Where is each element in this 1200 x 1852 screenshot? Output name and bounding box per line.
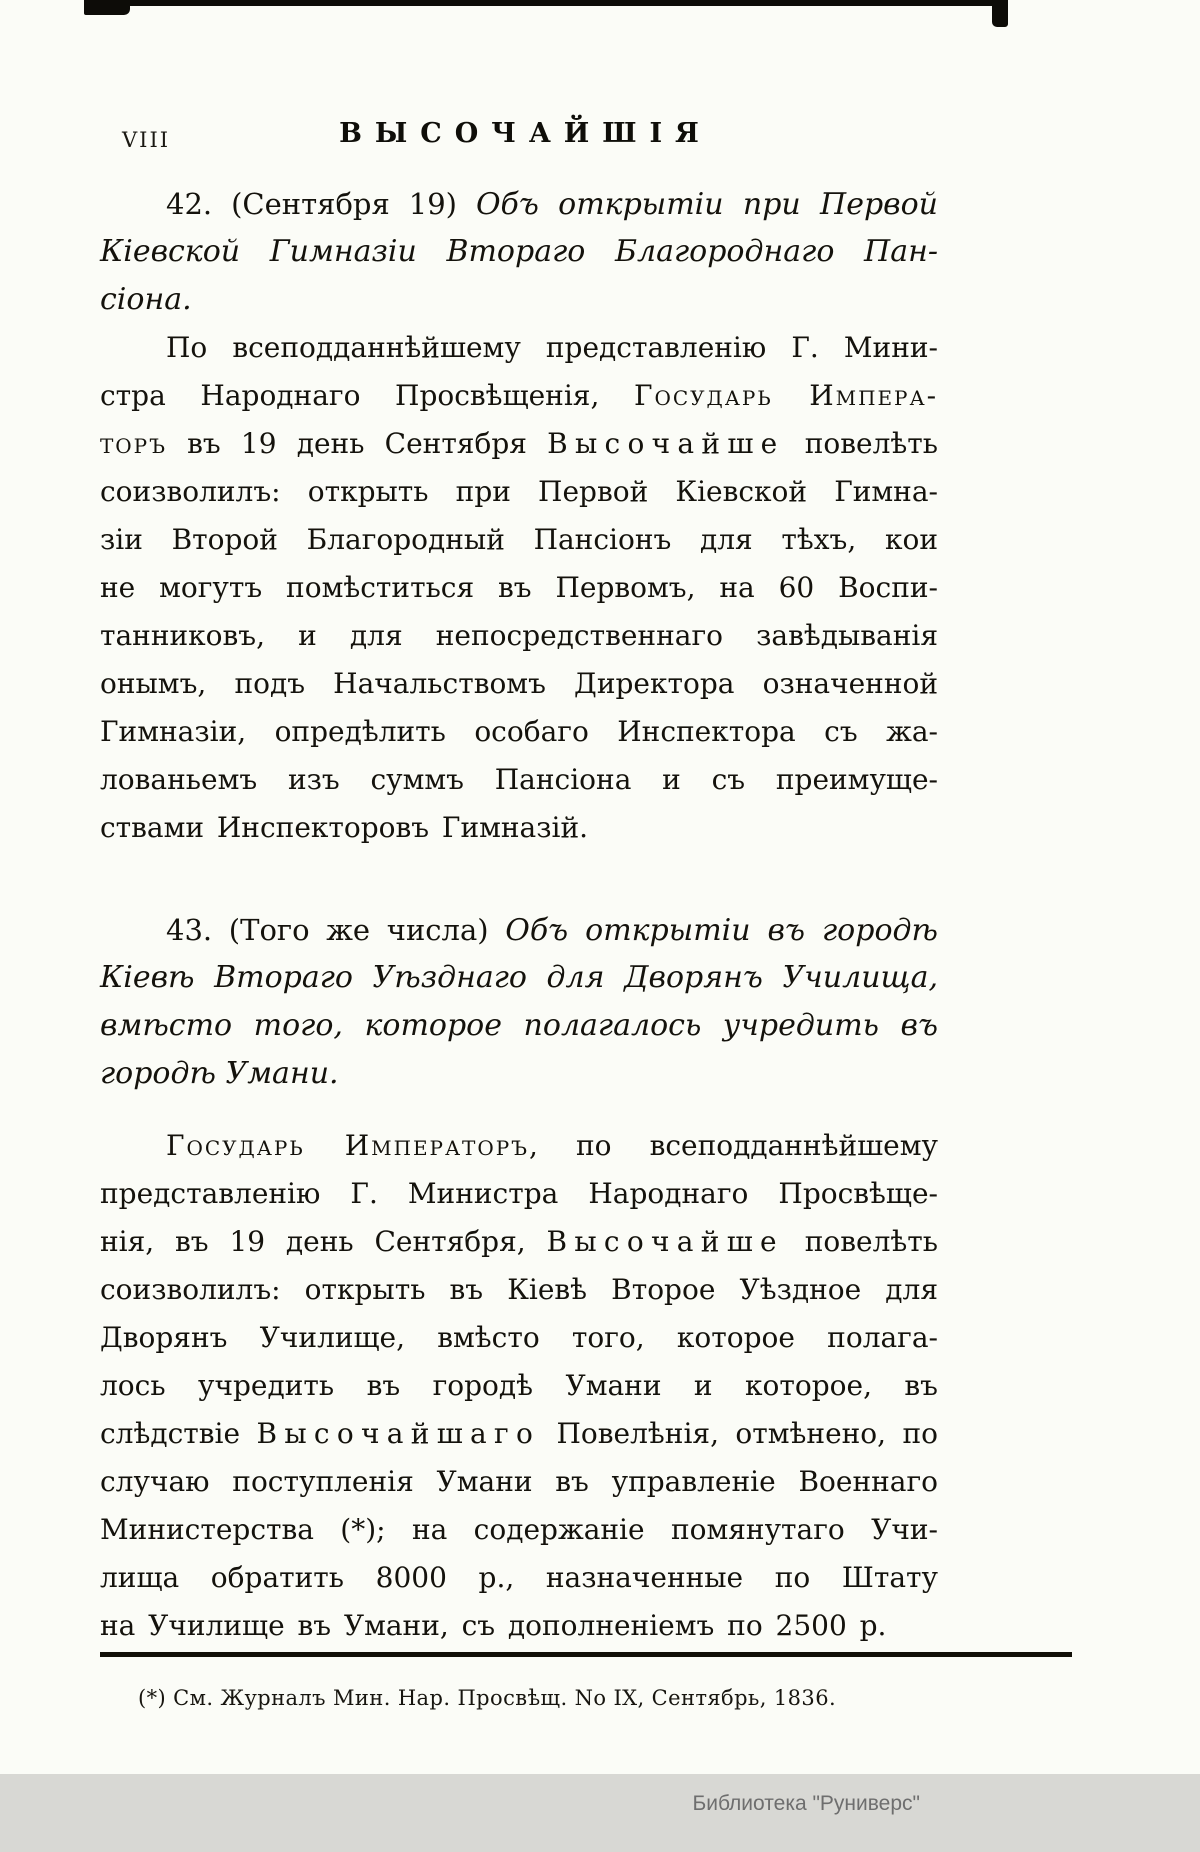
text-segment: Объ открытіи въ городѣ xyxy=(505,913,938,948)
text-segment: представленію Г. Министра Народнаго Просвѣще- xyxy=(100,1177,938,1210)
entry-42 xyxy=(100,180,938,852)
text-line xyxy=(100,1554,938,1602)
entry-gap xyxy=(100,852,938,888)
text-segment: Высочайше xyxy=(546,1225,784,1258)
text-line xyxy=(100,1050,938,1098)
text-segment: вмѣсто того, которое полагалось учредить въ xyxy=(100,1008,938,1043)
text-line xyxy=(100,228,938,276)
text-line xyxy=(100,756,938,804)
text-line xyxy=(100,804,938,852)
text-segment: онымъ, подъ Начальствомъ Директора означенной xyxy=(100,667,938,700)
text-segment: ствами Инспекторовъ Гимназій. xyxy=(100,811,589,844)
text-line xyxy=(100,1002,938,1050)
entry-42-heading xyxy=(100,180,938,324)
text-segment: соизволилъ: открыть въ Кіевѣ Второе Уѣздное для xyxy=(100,1273,938,1306)
text-segment: Кіевѣ Втораго Уѣзднаго для Дворянъ Училища, xyxy=(100,960,938,995)
text-line xyxy=(100,468,938,516)
library-watermark: Библиотека "Руниверс" xyxy=(692,1792,920,1815)
running-title: ВЫСОЧАЙШІЯ xyxy=(339,118,712,149)
text-segment: городѣ Умани. xyxy=(100,1056,339,1091)
text-segment: повелѣть xyxy=(784,427,938,460)
text-line xyxy=(100,1122,938,1170)
text-line xyxy=(100,564,938,612)
text-segment: танниковъ, и для непосредственнаго завѣдыванія xyxy=(100,619,938,652)
text-line xyxy=(100,324,938,372)
footnote-text: (*) См. Журналъ Мин. Нар. Просвѣщ. No IX, Сентябрь, 1836. xyxy=(138,1686,837,1710)
text-line xyxy=(100,660,938,708)
text-line xyxy=(100,1602,938,1650)
page-number: VIII xyxy=(122,128,171,152)
text-line xyxy=(100,1314,938,1362)
text-line xyxy=(100,1266,938,1314)
scan-footer-band xyxy=(0,1774,1200,1852)
scan-edge-artifact xyxy=(84,0,1008,6)
text-segment: Высочайшаго xyxy=(256,1417,541,1450)
text-line xyxy=(100,1410,938,1458)
text-segment: торъ xyxy=(100,427,167,460)
text-segment: повелѣть xyxy=(783,1225,938,1258)
text-segment: лованьемъ изъ суммъ Пансіона и съ преимуще- xyxy=(100,763,938,796)
text-segment: 43. (Того же числа) xyxy=(166,913,506,947)
text-segment: не могутъ помѣститься въ Первомъ, на 60 Воспи- xyxy=(100,571,938,604)
text-line xyxy=(100,1362,938,1410)
text-segment: соизволилъ: открыть при Первой Кіевской Гимна- xyxy=(100,475,938,508)
entry-43-body xyxy=(100,1122,938,1650)
text-segment: Высочайше xyxy=(547,427,785,460)
text-segment: случаю поступленія Умани въ управленіе Военнаго xyxy=(100,1465,938,1498)
text-line xyxy=(100,516,938,564)
text-segment: 42. (Сентября 19) xyxy=(166,187,476,221)
text-line xyxy=(100,1458,938,1506)
text-segment: стра Народнаго Просвѣщенія, xyxy=(100,379,634,412)
text-segment: По всеподданнѣйшему представленію Г. Мини- xyxy=(166,331,938,364)
text-line xyxy=(100,180,938,228)
scan-edge-artifact-left xyxy=(84,0,130,15)
text-segment: лось учредить въ городѣ Умани и которое, въ xyxy=(100,1369,938,1402)
text-line xyxy=(100,1170,938,1218)
text-segment: Кіевской Гимназіи Втораго Благороднаго Пан- xyxy=(100,234,938,269)
text-segment: Министерства (*); на содержаніе помянутаго Учи- xyxy=(100,1513,938,1546)
text-segment: Государь Императоръ xyxy=(166,1129,529,1162)
text-segment: въ 19 день Сентября xyxy=(166,427,548,460)
text-line xyxy=(100,612,938,660)
text-line xyxy=(100,276,938,324)
page-content xyxy=(100,118,938,1650)
entry-43-heading xyxy=(100,906,938,1098)
text-line xyxy=(100,708,938,756)
text-line xyxy=(100,954,938,1002)
text-segment: лища обратить 8000 р., назначенные по Штату xyxy=(100,1561,938,1594)
text-segment: Повелѣнія, отмѣнено, по xyxy=(540,1417,938,1450)
scan-edge-artifact-right xyxy=(992,0,1008,27)
entry-43 xyxy=(100,906,938,1650)
text-segment: Объ открытіи при Первой xyxy=(475,187,939,222)
text-segment: нія, въ 19 день Сентября, xyxy=(100,1225,547,1258)
footnote-rule xyxy=(100,1652,1072,1657)
text-segment: зіи Второй Благородный Пансіонъ для тѣхъ, кои xyxy=(100,523,938,556)
page-header xyxy=(100,118,938,162)
text-segment: , по всеподданнѣйшему xyxy=(528,1129,939,1162)
text-line xyxy=(100,420,938,468)
entry-42-body xyxy=(100,324,938,852)
text-segment: сіона. xyxy=(100,282,192,317)
text-line xyxy=(100,906,938,954)
text-segment: Государь Импера- xyxy=(633,379,938,412)
text-segment: на Училище въ Умани, съ дополненіемъ по 2500 р. xyxy=(100,1609,887,1642)
heading-body-gap xyxy=(100,1098,938,1122)
text-line xyxy=(100,1218,938,1266)
text-line xyxy=(100,372,938,420)
text-segment: Дворянъ Училище, вмѣсто того, которое полага- xyxy=(100,1321,938,1354)
text-line xyxy=(100,1506,938,1554)
text-segment: Гимназіи, опредѣлить особаго Инспектора съ жа- xyxy=(100,715,938,748)
text-segment: слѣдствіе xyxy=(100,1417,257,1450)
